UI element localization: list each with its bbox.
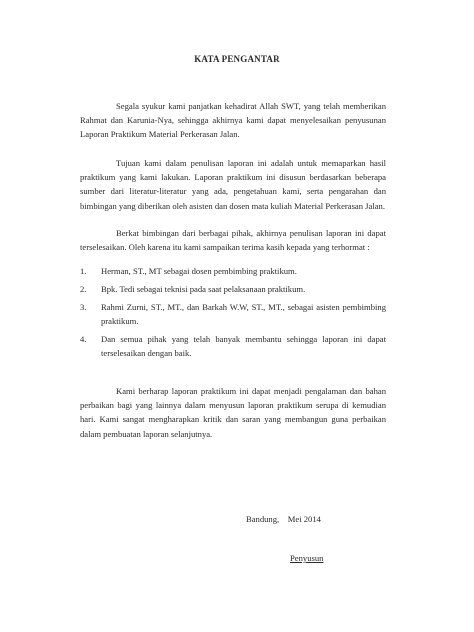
acknowledgement-list bbox=[80, 264, 386, 364]
list-item bbox=[80, 264, 386, 278]
paragraph-1-text: Segala syukur kami panjatkan kehadirat Allah SWT, yang telah memberikan Rahmat dan Karunia-Nya, sehingga akhirnya kami dapat menyelesaikan penyusunan Laporan Praktikum Material Perkerasan Jalan. bbox=[80, 101, 386, 140]
list-item-number: 3. bbox=[80, 301, 87, 312]
paragraph-2-text: Tujuan kami dalam penulisan laporan ini adalah untuk memaparkan hasil praktikum yang kami lakukan. Laporan praktikum ini disusun berdasarkan beberapa sumber dari literatur-literatur yang ada, pengetahuan kami, serta pengarahan dan bimbingan yang diberikan oleh asisten dan dosen mata kuliah Material Perkerasan Jalan. bbox=[80, 158, 386, 211]
list-item-text: Herman, ST., MT sebagai dosen pembimbing praktikum. bbox=[101, 266, 297, 276]
closing-paragraph bbox=[80, 384, 386, 441]
list-item-text: Bpk. Tedi sebagai teknisi pada saat pelaksanaan praktikum. bbox=[101, 283, 306, 294]
place-date: Bandung, Mei 2014 bbox=[246, 514, 321, 524]
list-item bbox=[80, 282, 386, 296]
list-item-number: 1. bbox=[80, 266, 87, 276]
paragraph-3-text: Berkat bimbingan dari berbagai pihak, akhirnya penulisan laporan ini dapat terselesaikan. Oleh karena itu kami sampaikan terima kasih kepada yang terhormat : bbox=[80, 228, 386, 253]
list-item bbox=[80, 332, 386, 360]
paragraph-3 bbox=[80, 226, 386, 254]
page-title: KATA PENGANTAR bbox=[194, 54, 280, 64]
author-signature: Penyusun bbox=[290, 553, 324, 563]
closing-paragraph-text: Kami berharap laporan praktikum ini dapat menjadi pengalaman dan bahan perbaikan bagi yang lainnya dalam menyusun laporan praktikum serupa di kemudian hari. Kami sangat mengharapkan kritik dan saran yang membangun guna perbaikan dalam pembuatan laporan selanjutnya. bbox=[80, 386, 386, 439]
list-item-text: Dan semua pihak yang telah banyak membantu sehingga laporan ini dapat terselesaikan dengan baik. bbox=[101, 333, 386, 358]
paragraph-1 bbox=[80, 99, 386, 142]
list-item-text: Rahmi Zurni, ST., MT., dan Barkah W.W, ST., MT., sebagai asisten pembimbing praktikum. bbox=[101, 301, 386, 326]
paragraph-2 bbox=[80, 156, 386, 213]
list-item bbox=[80, 300, 386, 328]
list-item-number: 4. bbox=[80, 333, 87, 344]
list-item-number: 2. bbox=[80, 283, 87, 294]
